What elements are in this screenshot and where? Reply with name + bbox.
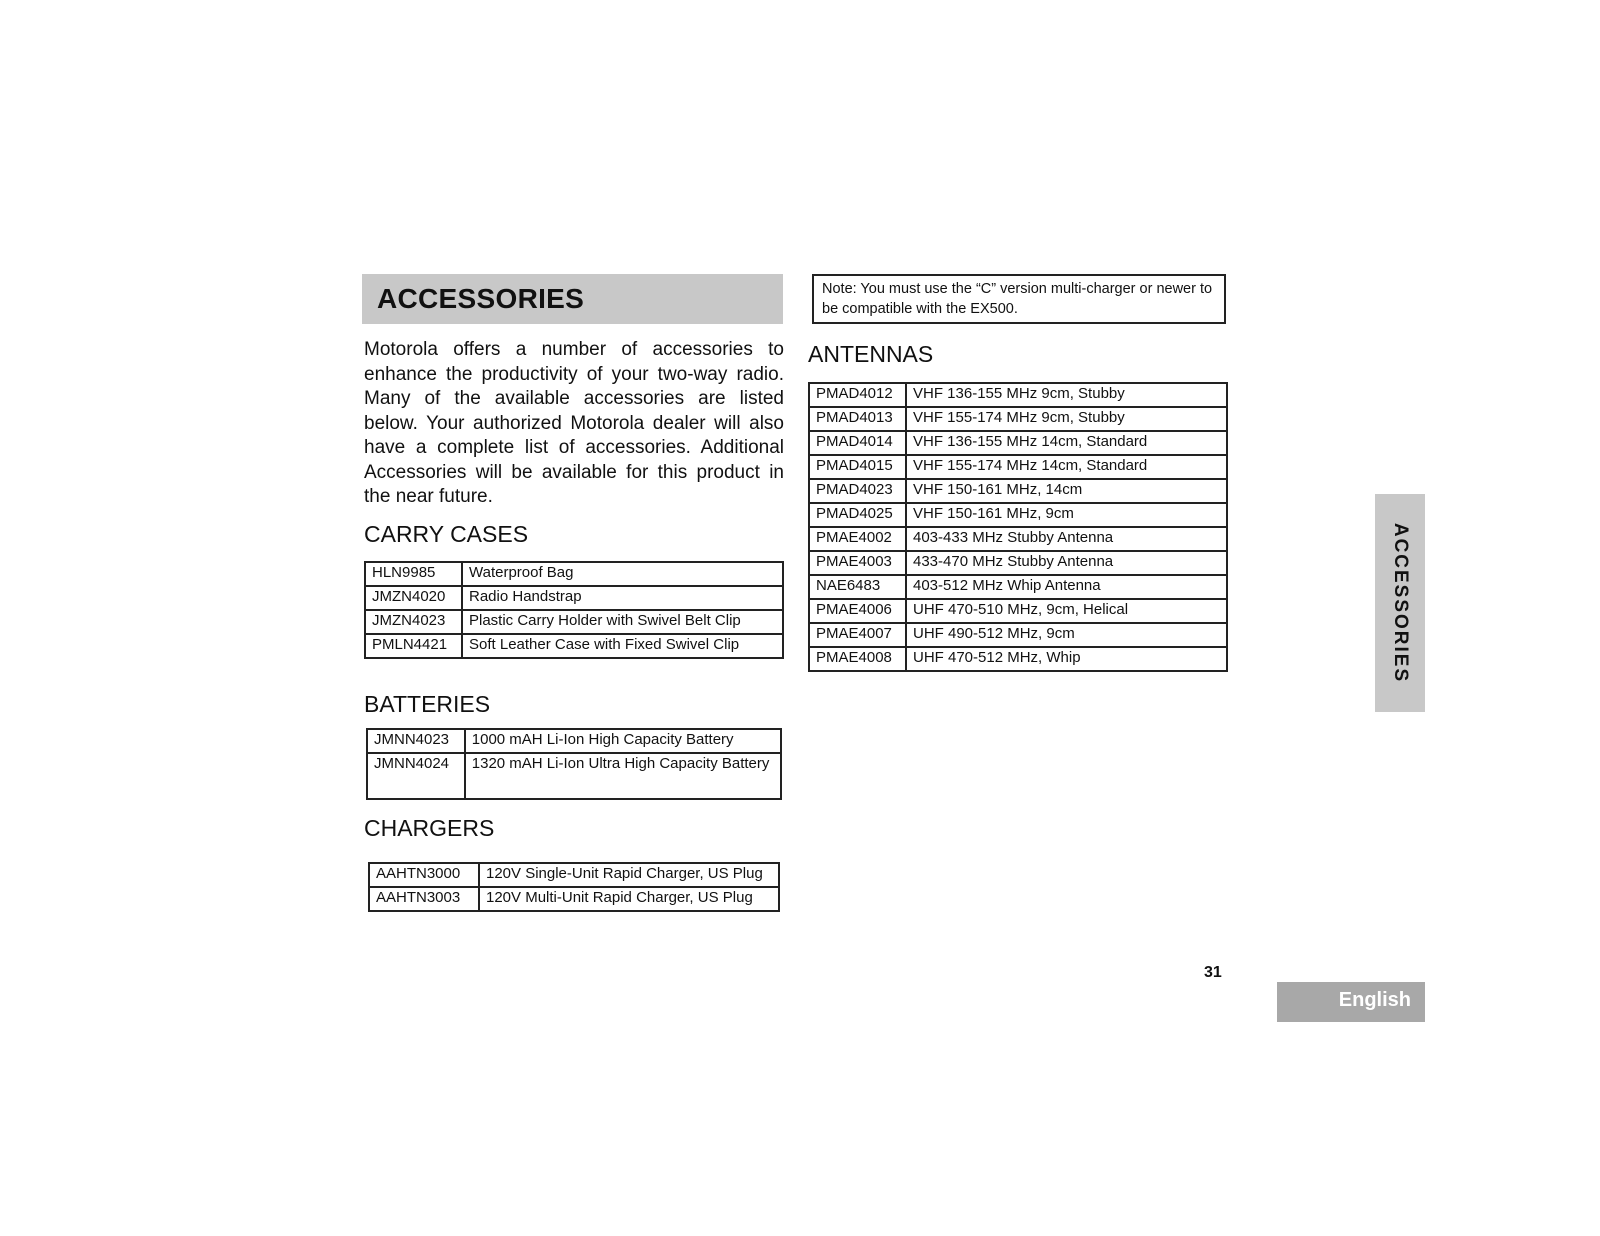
part-description: 403-512 MHz Whip Antenna: [906, 575, 1227, 599]
part-number: PMAD4025: [809, 503, 906, 527]
part-description: UHF 490-512 MHz, 9cm: [906, 623, 1227, 647]
part-number: PMAE4006: [809, 599, 906, 623]
part-number: PMAE4007: [809, 623, 906, 647]
part-description: 433-470 MHz Stubby Antenna: [906, 551, 1227, 575]
table-row: [369, 863, 779, 887]
intro-paragraph: Motorola offers a number of accessories to enhance the productivity of your two-way radio. Many of the available accessories are listed below. Your authorized Motorola dealer will also have a complete list of accessories. Additional Accessories will be available for this product in the near future.: [364, 339, 784, 507]
table-row: [809, 455, 1227, 479]
chargers-table: [368, 862, 780, 912]
part-number: PMAE4008: [809, 647, 906, 671]
table-row: [809, 551, 1227, 575]
part-description: Soft Leather Case with Fixed Swivel Clip: [462, 634, 783, 658]
language-tab: English: [1277, 982, 1425, 1022]
part-description: 1000 mAH Li-Ion High Capacity Battery: [465, 729, 781, 753]
table-row: [365, 634, 783, 658]
table-row: [809, 479, 1227, 503]
table-row: [365, 562, 783, 586]
part-description: VHF 155-174 MHz 14cm, Standard: [906, 455, 1227, 479]
part-description: UHF 470-512 MHz, Whip: [906, 647, 1227, 671]
part-number: PMAE4003: [809, 551, 906, 575]
batteries-heading: BATTERIES: [364, 691, 491, 717]
part-number: PMAD4014: [809, 431, 906, 455]
side-tab-label: ACCESSORIES: [1390, 522, 1411, 684]
part-description: Plastic Carry Holder with Swivel Belt Clip: [462, 610, 783, 634]
table-row: [809, 503, 1227, 527]
table-row: [367, 729, 781, 753]
part-number: JMZN4023: [365, 610, 462, 634]
part-description: 403-433 MHz Stubby Antenna: [906, 527, 1227, 551]
page-number: 31: [1204, 964, 1222, 981]
antennas-table: [808, 382, 1228, 672]
table-row: [809, 575, 1227, 599]
part-number: PMAD4015: [809, 455, 906, 479]
part-description: VHF 136-155 MHz 9cm, Stubby: [906, 383, 1227, 407]
part-number: PMAE4002: [809, 527, 906, 551]
table-row: [809, 527, 1227, 551]
table-row: [809, 647, 1227, 671]
part-number: PMAD4012: [809, 383, 906, 407]
table-row: [367, 753, 781, 799]
table-row: [365, 586, 783, 610]
table-row: [809, 383, 1227, 407]
part-number: JMZN4020: [365, 586, 462, 610]
part-description: VHF 150-161 MHz, 9cm: [906, 503, 1227, 527]
part-number: JMNN4023: [367, 729, 465, 753]
batteries-table: [366, 728, 782, 800]
part-description: VHF 155-174 MHz 9cm, Stubby: [906, 407, 1227, 431]
table-row: [809, 407, 1227, 431]
part-number: PMAD4013: [809, 407, 906, 431]
part-description: Waterproof Bag: [462, 562, 783, 586]
chargers-heading: CHARGERS: [364, 815, 495, 841]
table-row: [809, 431, 1227, 455]
part-description: 1320 mAH Li-Ion Ultra High Capacity Battery: [465, 753, 781, 799]
part-number: JMNN4024: [367, 753, 465, 799]
note-box: Note: You must use the “C” version multi-charger or newer to be compatible with the EX500.: [812, 274, 1226, 324]
part-description: VHF 136-155 MHz 14cm, Standard: [906, 431, 1227, 455]
carry-cases-table: [364, 561, 784, 659]
part-number: NAE6483: [809, 575, 906, 599]
part-number: PMAD4023: [809, 479, 906, 503]
part-number: AAHTN3000: [369, 863, 479, 887]
title-bar: [362, 274, 783, 324]
table-row: [809, 599, 1227, 623]
part-description: VHF 150-161 MHz, 14cm: [906, 479, 1227, 503]
part-number: PMLN4421: [365, 634, 462, 658]
table-row: [809, 623, 1227, 647]
table-row: [365, 610, 783, 634]
carry-cases-heading: CARRY CASES: [364, 521, 529, 547]
part-description: UHF 470-510 MHz, 9cm, Helical: [906, 599, 1227, 623]
part-number: HLN9985: [365, 562, 462, 586]
antennas-heading: ANTENNAS: [808, 341, 934, 367]
part-description: Radio Handstrap: [462, 586, 783, 610]
section-side-tab: [1375, 494, 1425, 712]
part-description: 120V Single-Unit Rapid Charger, US Plug: [479, 863, 779, 887]
part-description: 120V Multi-Unit Rapid Charger, US Plug: [479, 887, 779, 911]
part-number: AAHTN3003: [369, 887, 479, 911]
table-row: [369, 887, 779, 911]
page-title: ACCESSORIES: [377, 283, 585, 314]
